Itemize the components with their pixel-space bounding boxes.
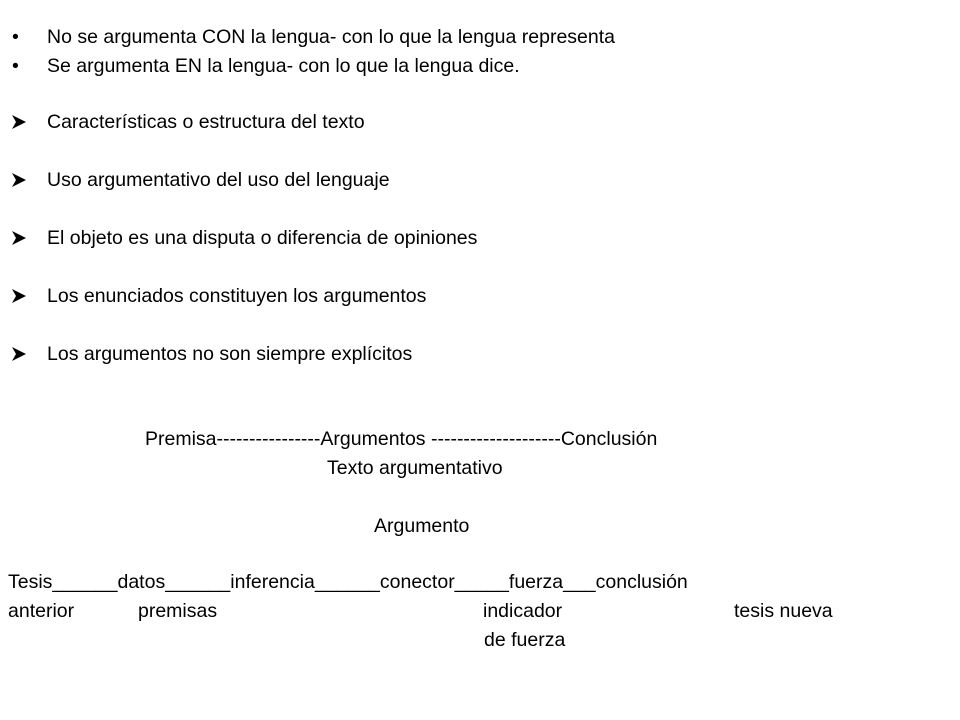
arrow-bullet-text-2: Uso argumentativo del uso del lenguaje — [47, 169, 390, 191]
arrow-bullet-icon — [10, 171, 28, 189]
label-indicador: indicador — [483, 600, 563, 622]
bullet-dot: • — [12, 26, 19, 48]
label-anterior: anterior — [8, 600, 75, 622]
argument-chain-line: Tesis______datos______inferencia______conector_____fuerza___conclusión — [8, 571, 688, 593]
label-premisas: premisas — [138, 600, 218, 622]
bullet-dot: • — [12, 55, 19, 77]
arrow-bullet-text-1: Características o estructura del texto — [47, 111, 365, 133]
label-tesis-nueva: tesis nueva — [734, 600, 833, 622]
arrow-bullet-icon — [10, 287, 28, 305]
arrow-bullet-icon — [10, 229, 28, 247]
premisa-argumentos-conclusion-line: Premisa----------------Argumentos --------------------Conclusión — [145, 428, 658, 450]
arrow-bullet-icon — [10, 113, 28, 131]
arrow-bullet-text-3: El objeto es una disputa o diferencia de opiniones — [47, 227, 478, 249]
argumento-label: Argumento — [374, 515, 470, 537]
label-de-fuerza: de fuerza — [484, 629, 566, 651]
arrow-bullet-text-5: Los argumentos no son siempre explícitos — [47, 343, 413, 365]
bullet-text-2: Se argumenta EN la lengua- con lo que la lengua dice. — [47, 55, 520, 77]
arrow-bullet-text-4: Los enunciados constituyen los argumentos — [47, 285, 427, 307]
arrow-bullet-icon — [10, 345, 28, 363]
bullet-text-1: No se argumenta CON la lengua- con lo que la lengua representa — [47, 26, 616, 48]
texto-argumentativo-label: Texto argumentativo — [327, 457, 503, 479]
